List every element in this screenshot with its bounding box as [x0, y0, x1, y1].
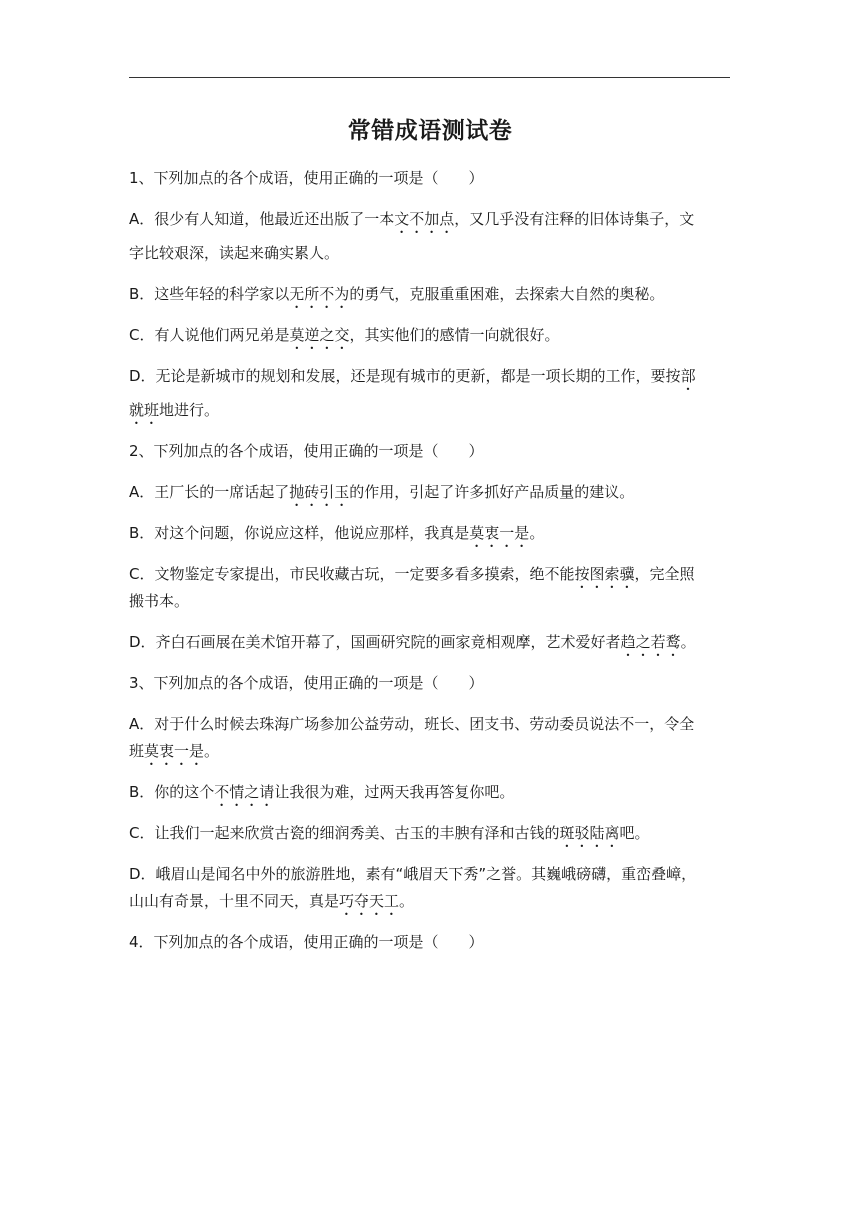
option-text: C．文物鉴定专家提出，市民收藏古玩，一定要多看多摸索，绝不能: [129, 565, 575, 583]
option-line: [129, 630, 731, 654]
answer-option: [129, 521, 731, 545]
option-text: 的作用，引起了许多抓好产品质量的建议。: [349, 483, 635, 501]
option-text: D．无论是新城市的规划和发展，还是现有城市的更新，都是一项长期的工作，要按: [129, 367, 681, 385]
dotted-idiom: 趋之若鹜: [620, 633, 681, 651]
option-text: 。: [204, 742, 220, 760]
dotted-idiom: 抛砖引玉: [289, 483, 350, 501]
option-text: 。: [680, 633, 696, 651]
option-line: [129, 364, 731, 388]
option-text: A．很少有人知道，他最近还出版了一本: [129, 210, 395, 228]
answer-option: [129, 630, 731, 654]
option-text: ，完全照: [634, 565, 695, 583]
option-text: A．王厂长的一席话起了: [129, 483, 290, 501]
question-stem: 3、下列加点的各个成语，使用正确的一项是（ ）: [129, 674, 484, 692]
dotted-idiom: 莫衷一是: [469, 524, 530, 542]
option-text: C．让我们一起来欣赏古瓷的细润秀美、古玉的丰腴有泽和古钱的: [129, 824, 560, 842]
option-text: A．对于什么时候去珠海广场参加公益劳动，班长、团支书、劳动委员说法不一，令全: [129, 715, 695, 733]
option-text: B．对这个问题，你说应这样，他说应那样，我真是: [129, 524, 470, 542]
option-text: 的勇气，克服重重困难，去探索大自然的奥秘。: [349, 285, 665, 303]
option-text: ，其实他们的感情一向就很好。: [349, 326, 560, 344]
option-line: [129, 712, 731, 736]
answer-option: [129, 323, 731, 347]
header-rule: [129, 77, 730, 78]
option-text: C．有人说他们两兄弟是: [129, 326, 290, 344]
option-text: 山山有奇景，十里不同天，真是: [129, 892, 340, 910]
option-line: [129, 562, 731, 586]
page-title: 常错成语测试卷: [347, 118, 513, 144]
dotted-idiom: 就班: [129, 401, 160, 419]
option-text: B．这些年轻的科学家以: [129, 285, 290, 303]
option-text: 让我很为难，过两天我再答复你吧。: [274, 783, 515, 801]
dotted-idiom: 无所不为: [289, 285, 350, 303]
option-text: B．你的这个: [129, 783, 215, 801]
option-line: [129, 862, 731, 886]
answer-option: [129, 282, 731, 306]
option-line: [129, 480, 731, 504]
question: [129, 439, 731, 654]
option-line: [129, 207, 731, 231]
option-line: [129, 589, 731, 613]
dotted-idiom: 莫逆之交: [289, 326, 350, 344]
option-text: 班: [129, 742, 145, 760]
answer-option: [129, 364, 731, 422]
dotted-idiom: 部: [680, 367, 696, 385]
option-text: D．峨眉山是闻名中外的旅游胜地，素有“峨眉天下秀”之誉。其巍峨磅礴，重峦叠嶂，: [129, 865, 697, 883]
option-line: [129, 241, 731, 265]
question: [129, 166, 731, 422]
answer-option: [129, 821, 731, 845]
dotted-idiom: 文不加点: [394, 210, 455, 228]
answer-option: [129, 207, 731, 265]
dotted-idiom: 不情之请: [214, 783, 275, 801]
option-line: [129, 521, 731, 545]
question: [129, 930, 731, 954]
option-line: [129, 821, 731, 845]
answer-option: [129, 862, 731, 913]
question-list: [129, 166, 731, 971]
option-line: [129, 780, 731, 804]
answer-option: [129, 712, 731, 763]
option-line: [129, 282, 731, 306]
option-line: [129, 323, 731, 347]
answer-option: [129, 562, 731, 613]
option-line: [129, 739, 731, 763]
dotted-idiom: 按图索骥: [574, 565, 635, 583]
question-stem: 4．下列加点的各个成语，使用正确的一项是（ ）: [129, 933, 484, 951]
answer-option: [129, 480, 731, 504]
option-line: [129, 398, 731, 422]
option-text: 地进行。: [159, 401, 220, 419]
option-text: 字比较艰深，读起来确实累人。: [129, 244, 340, 262]
option-text: D．齐白石画展在美术馆开幕了，国画研究院的画家竟相观摩，艺术爱好者: [129, 633, 621, 651]
question-stem: 2、下列加点的各个成语，使用正确的一项是（ ）: [129, 442, 484, 460]
question: [129, 671, 731, 913]
option-text: 吧。: [619, 824, 650, 842]
dotted-idiom: 莫衷一是: [144, 742, 205, 760]
option-line: [129, 889, 731, 913]
dotted-idiom: 斑驳陆离: [559, 824, 620, 842]
option-text: 。: [529, 524, 545, 542]
option-text: ，又几乎没有注释的旧体诗集子，文: [454, 210, 695, 228]
question-stem: 1、下列加点的各个成语，使用正确的一项是（ ）: [129, 169, 484, 187]
dotted-idiom: 巧夺天工: [339, 892, 400, 910]
option-text: 搬书本。: [129, 592, 190, 610]
answer-option: [129, 780, 731, 804]
option-text: 。: [399, 892, 415, 910]
